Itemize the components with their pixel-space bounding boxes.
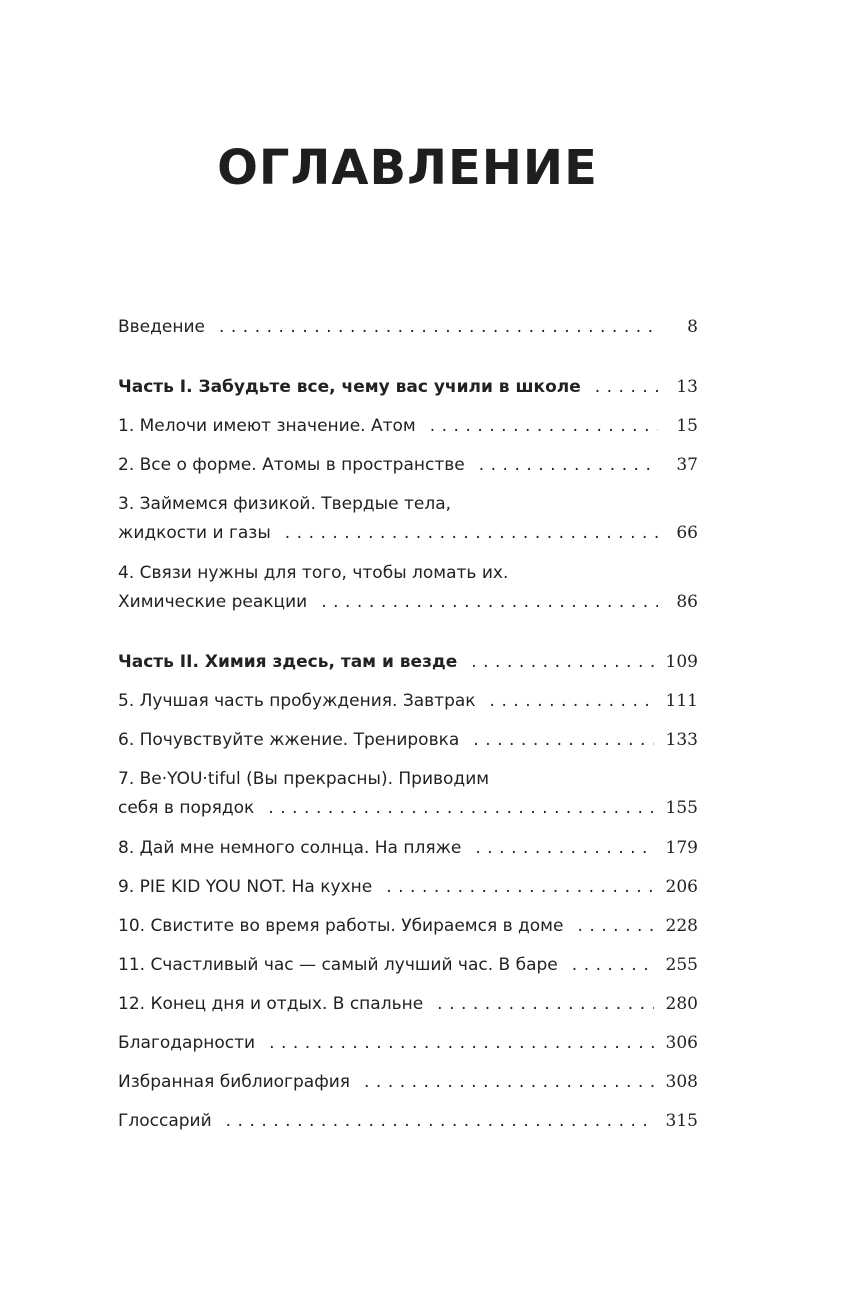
toc-entry-chapter-8[interactable] [118, 834, 698, 863]
page-number: 155 [665, 798, 698, 818]
dot-leader [364, 1068, 654, 1097]
entry-title: 2. Все о форме. Атомы в пространстве [118, 455, 465, 475]
toc-entry-chapter-11[interactable] [118, 951, 698, 980]
entry-title: Благодарности [118, 1033, 256, 1053]
page-number: 111 [665, 691, 698, 711]
toc-entry-chapter-3[interactable] [118, 490, 698, 548]
dot-leader [321, 588, 658, 617]
toc-entry-chapter-6[interactable] [118, 726, 698, 755]
page-number: 206 [665, 877, 698, 897]
toc-entry-part-1[interactable] [118, 373, 698, 402]
entry-title: Часть II. Химия здесь, там и везде [118, 652, 458, 672]
dot-leader [386, 873, 653, 902]
dot-leader [437, 990, 653, 1019]
toc-entry-chapter-9[interactable] [118, 873, 698, 902]
page-number: 228 [665, 916, 698, 936]
dot-leader [471, 648, 653, 677]
page-number: 306 [665, 1033, 698, 1053]
toc-entry-chapter-7[interactable] [118, 765, 698, 823]
page-number: 37 [676, 455, 698, 475]
page-number: 280 [665, 994, 698, 1014]
toc-entry-introduction[interactable] [118, 313, 698, 342]
entry-title: Избранная библиография [118, 1072, 351, 1092]
dot-leader [269, 1029, 653, 1058]
table-of-contents [118, 313, 698, 1136]
dot-leader [226, 1107, 654, 1136]
dot-leader [475, 834, 653, 863]
dot-leader [490, 687, 654, 716]
dot-leader [473, 726, 653, 755]
page-number: 255 [665, 955, 698, 975]
entry-title: 11. Счастливый час — самый лучший час. В баре [118, 955, 558, 975]
toc-entry-chapter-10[interactable] [118, 912, 698, 941]
dot-leader [285, 519, 658, 548]
page-number: 179 [665, 838, 698, 858]
page-number: 315 [665, 1111, 698, 1131]
toc-entry-chapter-1[interactable] [118, 412, 698, 441]
dot-leader [268, 794, 653, 823]
page-number: 13 [676, 377, 698, 397]
page-number: 109 [665, 652, 698, 672]
entry-title: 8. Дай мне немного солнца. На пляже [118, 838, 462, 858]
dot-leader [595, 373, 658, 402]
entry-title-line-2: Химические реакции [118, 592, 308, 612]
entry-title: Введение [118, 317, 205, 337]
entry-title-line-1: 3. Займемся физикой. Твердые тела, [118, 494, 452, 514]
dot-leader [479, 451, 658, 480]
page-number: 133 [665, 730, 698, 750]
dot-leader [572, 951, 654, 980]
entry-title: 6. Почувствуйте жжение. Тренировка [118, 730, 460, 750]
entry-title: 9. PIE KID YOU NOT. На кухне [118, 877, 373, 897]
page-number: 66 [676, 523, 698, 543]
toc-entry-acknowledgements[interactable] [118, 1029, 698, 1058]
dot-leader [577, 912, 653, 941]
entry-title-line-1: 7. Be·YOU·tiful (Вы прекрасны). Приводим [118, 769, 490, 789]
entry-title: Глоссарий [118, 1111, 212, 1131]
entry-title-line-2: жидкости и газы [118, 523, 271, 543]
entry-title: 10. Свистите во время работы. Убираемся в доме [118, 916, 564, 936]
toc-entry-chapter-12[interactable] [118, 990, 698, 1019]
toc-entry-part-2[interactable] [118, 648, 698, 677]
toc-entry-chapter-4[interactable] [118, 559, 698, 617]
entry-title: 12. Конец дня и отдых. В спальне [118, 994, 424, 1014]
toc-entry-glossary[interactable] [118, 1107, 698, 1136]
page-title: ОГЛАВЛЕНИЕ [217, 140, 598, 196]
dot-leader [430, 412, 658, 441]
entry-title: Часть I. Забудьте все, чему вас учили в школе [118, 377, 581, 397]
toc-entry-chapter-5[interactable] [118, 687, 698, 716]
entry-title-line-1: 4. Связи нужны для того, чтобы ломать их. [118, 563, 509, 583]
dot-leader [219, 313, 658, 342]
entry-title: 1. Мелочи имеют значение. Атом [118, 416, 416, 436]
page-number: 8 [687, 317, 698, 337]
entry-title-line-2: себя в порядок [118, 798, 255, 818]
page-number: 308 [665, 1072, 698, 1092]
toc-entry-bibliography[interactable] [118, 1068, 698, 1097]
entry-title: 5. Лучшая часть пробуждения. Завтрак [118, 691, 476, 711]
page-number: 15 [676, 416, 698, 436]
toc-entry-chapter-2[interactable] [118, 451, 698, 480]
page-number: 86 [676, 592, 698, 612]
